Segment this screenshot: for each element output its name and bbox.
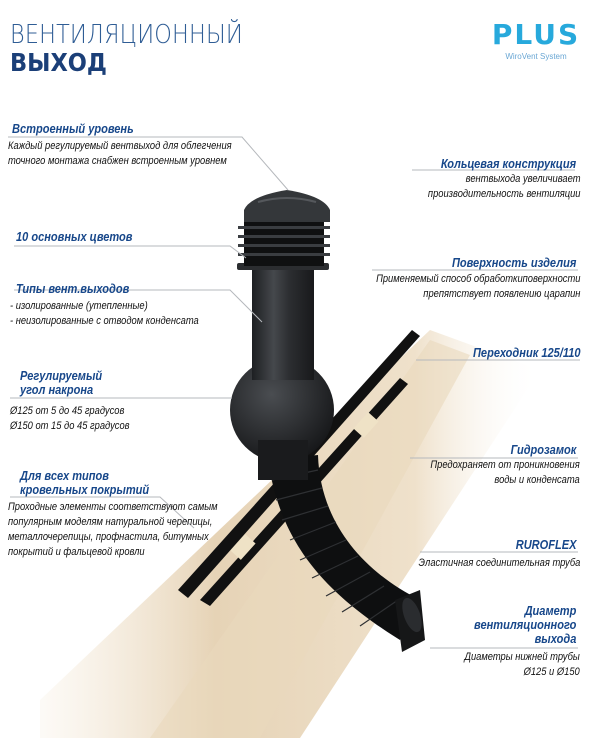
callout-roof-types: Для всех типов кровельных покрытий [20, 468, 150, 497]
page-title-line1: ВЕНТИЛЯЦИОННЫЙ [10, 20, 243, 50]
callout-heading: RUROFLEX [515, 537, 576, 552]
brand-logo [488, 20, 584, 61]
callout-heading: Встроенный уровень [12, 121, 134, 136]
callout-heading: Регулируемый [20, 368, 103, 383]
callout-heading: 10 основных цветов [16, 229, 133, 244]
callout-colors [16, 230, 153, 244]
callout-ring-design-text: вентвыхода увеличивает производительность вентиляции [427, 173, 580, 200]
callout-water-seal [499, 443, 576, 457]
brand-name: PLUS [491, 18, 581, 51]
callout-heading: Переходник 125/110 [472, 345, 580, 360]
callout-vent-types-text: - изолированные (утепленные) - неизолированные с отводом конденсата [10, 300, 199, 327]
callout-roof-types-text: Проходные элементы соответствуют самым популярным моделям натуральной черепицы, металлочерепицы, профнастила, битумных покрытий и фальцевой кровли [8, 501, 218, 558]
page-title-line2: ВЫХОД [10, 48, 107, 77]
callout-tilt-angle-text: Ø125 от 5 до 45 градусов Ø150 от 15 до 45 градусов [10, 405, 130, 432]
callout-heading: Гидрозамок [510, 442, 576, 457]
vent-pipe [252, 268, 314, 380]
vent-cap [237, 190, 330, 270]
brand-subtitle: WiroVent System [505, 52, 567, 61]
callout-ruroflex [505, 538, 577, 552]
callout-water-seal-text: Предохраняет от проникновения воды и конденсата [430, 459, 580, 486]
callout-heading: Поверхность изделия [451, 255, 576, 270]
callout-surface-text: Применяемый способ обработкиповерхности препятствует появлению царапин [375, 273, 580, 300]
callout-built-in-level [12, 122, 155, 136]
callout-adapter [454, 346, 580, 360]
callout-built-in-level-text: Каждый регулируемый вентвыход для облегчения точного монтажа снабжен встроенным уровнем [8, 140, 232, 167]
callout-heading: Для всех типов [20, 468, 109, 483]
callout-ring-design [417, 157, 576, 171]
callout-heading: Кольцевая конструкция [440, 156, 576, 171]
callout-heading: Диаметр [524, 603, 576, 618]
callout-surface [430, 256, 576, 270]
callout-diameter: Диаметр вентиляционного выхода [473, 603, 576, 646]
callout-heading: Типы вент.выходов [16, 281, 130, 296]
callout-tilt-angle: Регулируемый угол накрона [20, 368, 103, 397]
callout-diameter-text: Диаметры нижней трубы Ø125 и Ø150 [464, 651, 580, 678]
callout-vent-types [16, 282, 149, 296]
callout-ruroflex-text: Эластичная соединительная труба [418, 557, 580, 569]
